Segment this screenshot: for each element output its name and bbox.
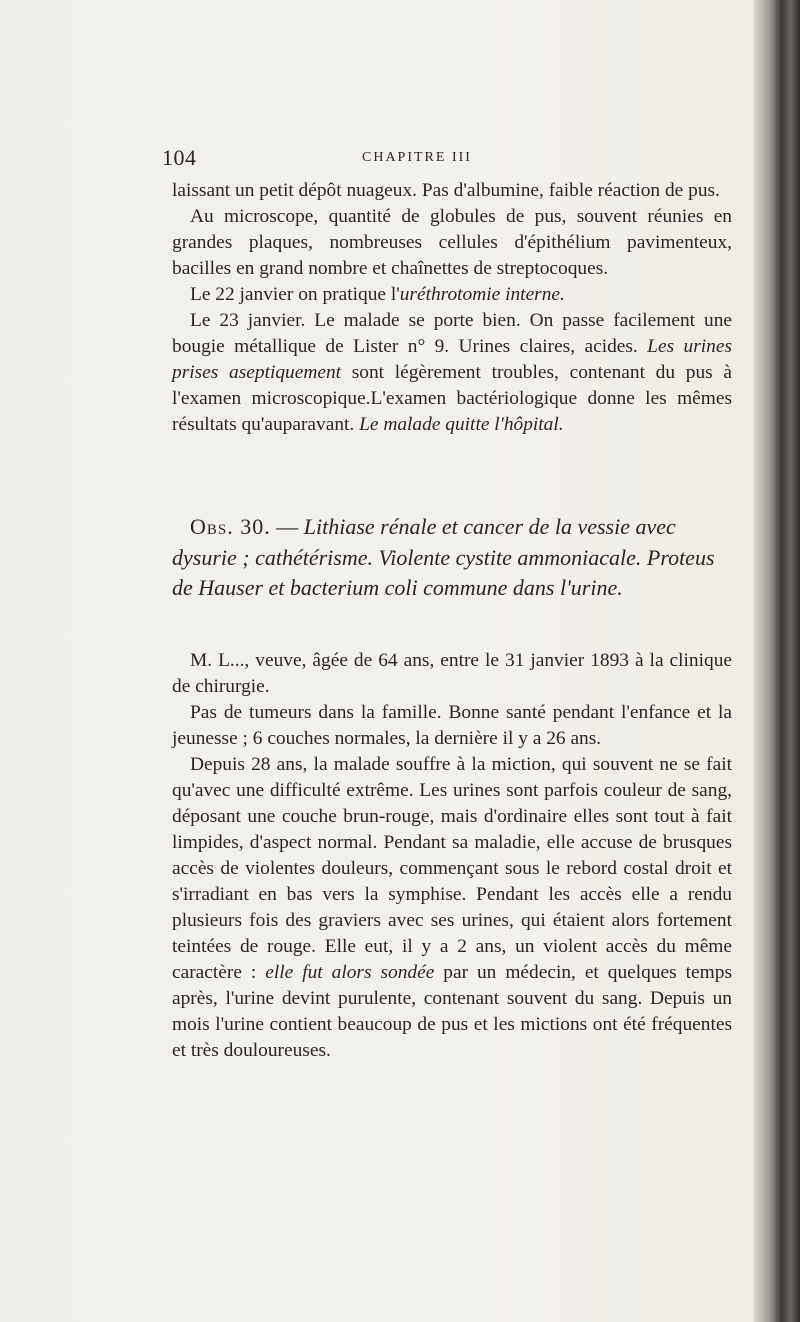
paragraph-text: Le 23 janvier. Le malade se porte bien. On passe facilement une bougie métallique de Lister n° 9. Urines claires, acides.: [172, 310, 732, 357]
paragraph: [172, 178, 732, 204]
paragraph-text: Au microscope, quantité de globules de pus, souvent réunies en grandes plaques, nombreuses cellules d'épithélium pavimenteux, bacilles en grand nombre et chaînettes de streptocoques.: [172, 206, 732, 279]
paragraph: [172, 204, 732, 282]
italic-text: Les urines prises aseptiquement: [172, 336, 732, 383]
text-block-top: [172, 178, 732, 438]
italic-text: uréthrotomie interne.: [399, 284, 565, 305]
italic-text: Le malade quitte l'hôpital.: [359, 414, 564, 435]
paragraph-text: par un médecin, et quelques temps après, l'urine devint purulente, contenant souvent du sang. Depuis un mois l'urine contient beaucoup de pus et les mictions ont été fréquentes et très douloureuses.: [172, 962, 732, 1061]
observation-title-text: Lithiase rénale et cancer de la vessie avec dysurie ; cathétérisme. Violente cystite ammoniacale. Proteus de Hauser et bacterium coli commune dans l'urine.: [172, 514, 715, 600]
paragraph: [172, 700, 732, 752]
observation-heading: [172, 512, 737, 604]
page-number: 104: [162, 145, 197, 170]
paragraph-text: laissant un petit dépôt nuageux. Pas d'albumine, faible réaction de pus.: [172, 180, 720, 201]
observation-label: Obs. 30.: [190, 514, 271, 539]
paragraph-text: M. L..., veuve, âgée de 64 ans, entre le 31 janvier 1893 à la clinique de chirurgie.: [172, 650, 732, 697]
page-header: [162, 145, 722, 177]
text-block-bottom: [172, 648, 732, 1064]
italic-text: elle fut alors sondée: [265, 962, 435, 983]
dash: —: [270, 514, 304, 539]
paragraph: [172, 752, 732, 1064]
paragraph-text: Pas de tumeurs dans la famille. Bonne santé pendant l'enfance et la jeunesse ; 6 couches normales, la dernière il y a 26 ans.: [172, 702, 732, 749]
book-edge-shadow: [754, 0, 800, 1322]
paragraph: [172, 282, 732, 308]
paragraph-text: Le 22 janvier on pratique l': [190, 284, 400, 305]
paragraph-text: Depuis 28 ans, la malade souffre à la miction, qui souvent ne se fait qu'avec une difficulté extrême. Les urines sont parfois couleur de sang, déposant une couche brun-rouge, mais d'ordinaire elles sont tout à fait limpides, d'aspect normal. Pendant sa maladie, elle accuse de brusques accès de violentes douleurs, commençant sous le rebord costal droit et s'irradiant en bas vers la symphise. Pendant les accès elle a rendu plusieurs fois des graviers avec ses urines, qui étaient alors fortement teintées de rouge. Elle eut, il y a 2 ans, un violent accès du même caractère :: [172, 754, 732, 983]
paragraph: [172, 648, 732, 700]
paragraph: [172, 308, 732, 438]
running-head: CHAPITRE III: [362, 150, 472, 165]
paragraph-text: sont légèrement troubles, contenant du pus à l'examen microscopique.L'examen bactériologique donne les mêmes résultats qu'auparavant.: [172, 362, 732, 435]
observation-title: [172, 512, 737, 604]
